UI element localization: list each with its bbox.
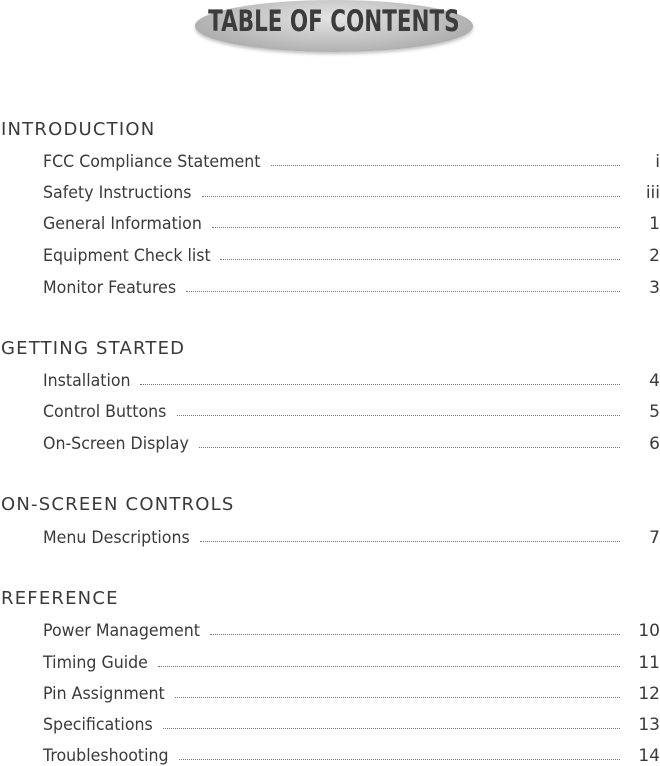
toc-entry-page: 2 <box>649 246 660 266</box>
dot-leader <box>202 196 620 197</box>
toc-entry-fcc-compliance[interactable] <box>43 150 660 172</box>
toc-entry-monitor-features[interactable] <box>43 276 660 298</box>
toc-entry-on-screen-display[interactable] <box>43 432 660 454</box>
section-title-getting-started: GETTING STARTED <box>1 338 186 359</box>
toc-entry-label: Power Management <box>43 621 200 641</box>
dot-leader <box>158 666 620 667</box>
dot-leader <box>212 227 620 228</box>
toc-entry-label: Timing Guide <box>43 653 148 673</box>
toc-entry-control-buttons[interactable] <box>43 400 660 422</box>
dot-leader <box>186 291 620 292</box>
dot-leader <box>199 447 620 448</box>
dot-leader <box>175 697 620 698</box>
toc-entry-troubleshooting[interactable] <box>43 744 660 766</box>
section-title-reference: REFERENCE <box>1 588 119 609</box>
toc-entry-label: General Information <box>43 214 202 234</box>
toc-entry-equipment-check-list[interactable] <box>43 244 660 266</box>
toc-entry-page: 3 <box>649 278 660 298</box>
dot-leader <box>177 415 620 416</box>
toc-entry-page: 1 <box>649 214 660 234</box>
toc-entry-label: Safety Instructions <box>43 183 192 203</box>
dot-leader <box>179 759 620 760</box>
toc-entry-label: Installation <box>43 371 131 391</box>
toc-entry-label: Equipment Check list <box>43 246 211 266</box>
toc-entry-general-information[interactable] <box>43 212 660 234</box>
toc-entry-page: 10 <box>638 621 660 641</box>
toc-entry-label: Pin Assignment <box>43 684 165 704</box>
dot-leader <box>140 384 620 385</box>
toc-entry-menu-descriptions[interactable] <box>43 526 660 548</box>
toc-banner <box>195 0 473 52</box>
toc-entry-installation[interactable] <box>43 369 660 391</box>
toc-entry-label: Troubleshooting <box>43 746 169 766</box>
toc-entry-power-management[interactable] <box>43 619 660 641</box>
toc-entry-page: 4 <box>649 371 660 391</box>
toc-entry-label: Control Buttons <box>43 402 167 422</box>
toc-entry-timing-guide[interactable] <box>43 651 660 673</box>
toc-entry-page: 5 <box>649 402 660 422</box>
toc-entry-page: 12 <box>638 684 660 704</box>
section-title-on-screen-controls: ON-SCREEN CONTROLS <box>1 494 235 515</box>
section-title-introduction: INTRODUCTION <box>1 119 156 140</box>
toc-entry-pin-assignment[interactable] <box>43 682 660 704</box>
toc-entry-page: 13 <box>638 715 660 735</box>
toc-entry-label: FCC Compliance Statement <box>43 152 261 172</box>
dot-leader <box>271 165 620 166</box>
toc-entry-label: On-Screen Display <box>43 434 189 454</box>
toc-entry-page: iii <box>645 183 660 203</box>
toc-entry-page: 11 <box>638 653 660 673</box>
toc-entry-page: i <box>655 152 660 172</box>
dot-leader <box>210 634 620 635</box>
page-title: TABLE OF CONTENTS <box>208 4 460 38</box>
toc-entry-label: Specifications <box>43 715 153 735</box>
toc-entry-page: 14 <box>638 746 660 766</box>
toc-entry-label: Monitor Features <box>43 278 177 298</box>
toc-entry-page: 6 <box>649 434 660 454</box>
toc-entry-safety-instructions[interactable] <box>43 181 660 203</box>
toc-entry-page: 7 <box>649 528 660 548</box>
dot-leader <box>200 541 620 542</box>
toc-entry-label: Menu Descriptions <box>43 528 190 548</box>
dot-leader <box>163 728 620 729</box>
dot-leader <box>220 259 620 260</box>
toc-entry-specifications[interactable] <box>43 713 660 735</box>
